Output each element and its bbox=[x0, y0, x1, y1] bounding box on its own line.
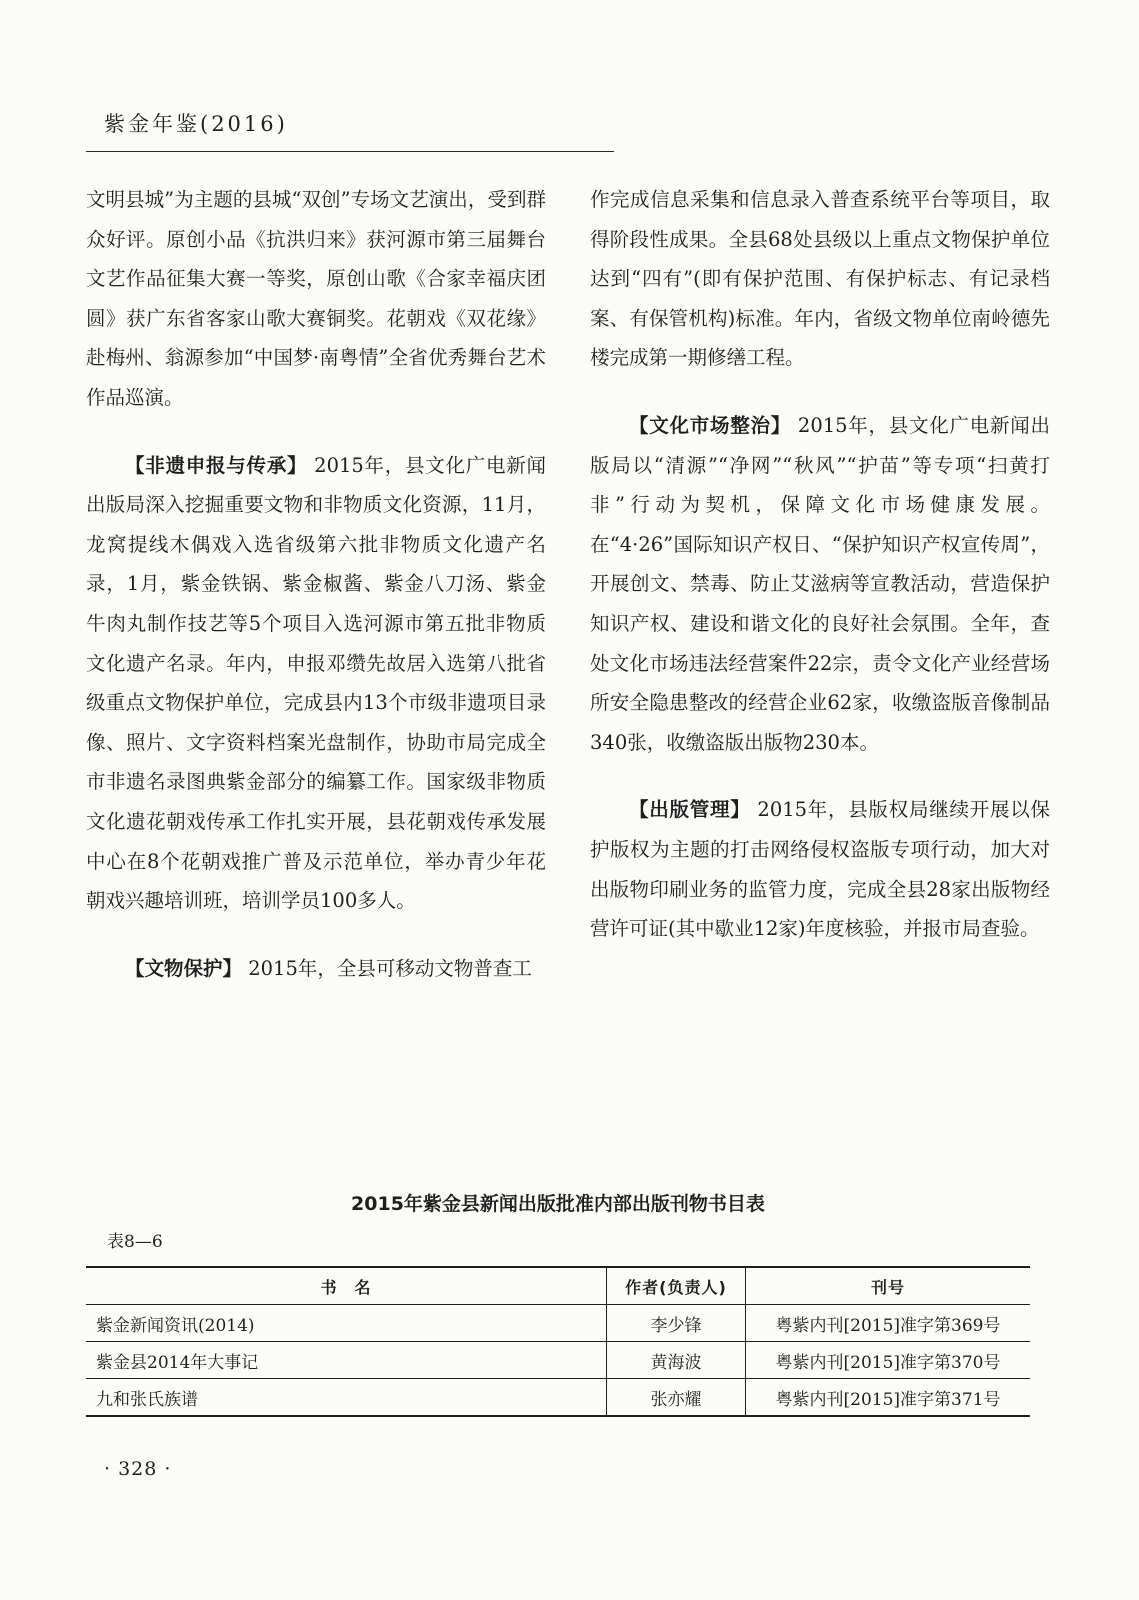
publishing-heading: 【出版管理】 bbox=[629, 798, 751, 822]
cell-title: 紫金新闻资讯(2014) bbox=[86, 1305, 607, 1342]
cell-license: 粤紫内刊[2015]准字第371号 bbox=[746, 1379, 1031, 1417]
table-label: 表8—6 bbox=[107, 1232, 163, 1252]
page-number: · 328 · bbox=[104, 1458, 172, 1480]
table-row bbox=[86, 1342, 1030, 1379]
relics-body-start: 2015年，全县可移动文物普查工 bbox=[248, 956, 532, 980]
header-rule bbox=[86, 151, 614, 152]
cell-author: 李少锋 bbox=[607, 1305, 746, 1342]
market-heading: 【文化市场整治】 bbox=[629, 413, 791, 437]
heritage-section bbox=[86, 446, 546, 921]
column-header-title: 书 名 bbox=[86, 1267, 607, 1305]
cell-title: 九和张氏族谱 bbox=[86, 1379, 607, 1417]
column-header-license: 刊号 bbox=[746, 1267, 1031, 1305]
table-header-row bbox=[86, 1267, 1030, 1305]
relics-section bbox=[86, 949, 546, 989]
column-header-author: 作者(负责人) bbox=[607, 1267, 746, 1305]
publishing-section bbox=[590, 790, 1050, 948]
cell-license: 粤紫内刊[2015]准字第370号 bbox=[746, 1342, 1031, 1379]
right-column bbox=[590, 180, 1050, 949]
table-row bbox=[86, 1379, 1030, 1417]
left-column bbox=[86, 180, 546, 988]
heritage-heading: 【非遗申报与传承】 bbox=[125, 453, 308, 477]
publications-table bbox=[86, 1266, 1030, 1417]
cell-author: 张亦耀 bbox=[607, 1379, 746, 1417]
heritage-body: 2015年，县文化广电新闻出版局深入挖掘重要文物和非物质文化资源，11月，龙窝提线木偶戏入选省级第六批非物质文化遗产名录，1月，紫金铁锅、紫金椒酱、紫金八刀汤、紫金牛肉丸制作技艺等5个项目入选河源市第五批非物质文化遗产名录。年内，申报邓缵先故居入选第八批省级重点文物保护单位，完成县内13个市级非遗项目录像、照片、文字资料档案光盘制作，协助市局完成全市非遗名录图典紫金部分的编纂工作。国家级非物质文化遗花朝戏传承工作扎实开展，县花朝戏传承发展中心在8个花朝戏推广普及示范单位，举办青少年花朝戏兴趣培训班，培训学员100多人。 bbox=[86, 453, 546, 913]
relics-heading: 【文物保护】 bbox=[125, 956, 243, 980]
relics-body-continued: 作完成信息采集和信息录入普查系统平台等项目，取得阶段性成果。全县68处县级以上重点文物保护单位达到“四有”(即有保护范围、有保护标志、有记录档案、有保管机构)标准。年内，省级文物单位南岭德先楼完成第一期修缮工程。 bbox=[590, 188, 1050, 370]
running-head: 紫金年鉴(2016) bbox=[104, 112, 288, 136]
market-section bbox=[590, 406, 1050, 762]
table-title: 2015年紫金县新闻出版批准内部出版刊物书目表 bbox=[351, 1193, 765, 1215]
publishing-body: 2015年，县版权局继续开展以保护版权为主题的打击网络侵权盗版专项行动，加大对出版物印刷业务的监管力度，完成全县28家出版物经营许可证(其中歇业12家)年度核验，并报市局查验。 bbox=[590, 798, 1050, 941]
cell-author: 黄海波 bbox=[607, 1342, 746, 1379]
continued-paragraph: 文明县城”为主题的县城“双创”专场文艺演出，受到群众好评。原创小品《抗洪归来》获河源市第三届舞台文艺作品征集大赛一等奖，原创山歌《合家幸福庆团圆》获广东省客家山歌大赛铜奖。花朝戏《双花缘》赴梅州、翁源参加“中国梦·南粤情”全省优秀舞台艺术作品巡演。 bbox=[86, 188, 546, 409]
cell-license: 粤紫内刊[2015]准字第369号 bbox=[746, 1305, 1031, 1342]
table-row bbox=[86, 1305, 1030, 1342]
cell-title: 紫金县2014年大事记 bbox=[86, 1342, 607, 1379]
market-body: 2015年，县文化广电新闻出版局以“清源”“净网”“秋风”“护苗”等专项“扫黄打非”行动为契机，保障文化市场健康发展。在“4·26”国际知识产权日、“保护知识产权宣传周”，开展创文、禁毒、防止艾滋病等宣教活动，营造保护知识产权、建设和谐文化的良好社会氛围。全年，查处文化市场违法经营案件22宗，责令文化产业经营场所安全隐患整改的经营企业62家，收缴盗版音像制品340张，收缴盗版出版物230本。 bbox=[590, 413, 1050, 754]
